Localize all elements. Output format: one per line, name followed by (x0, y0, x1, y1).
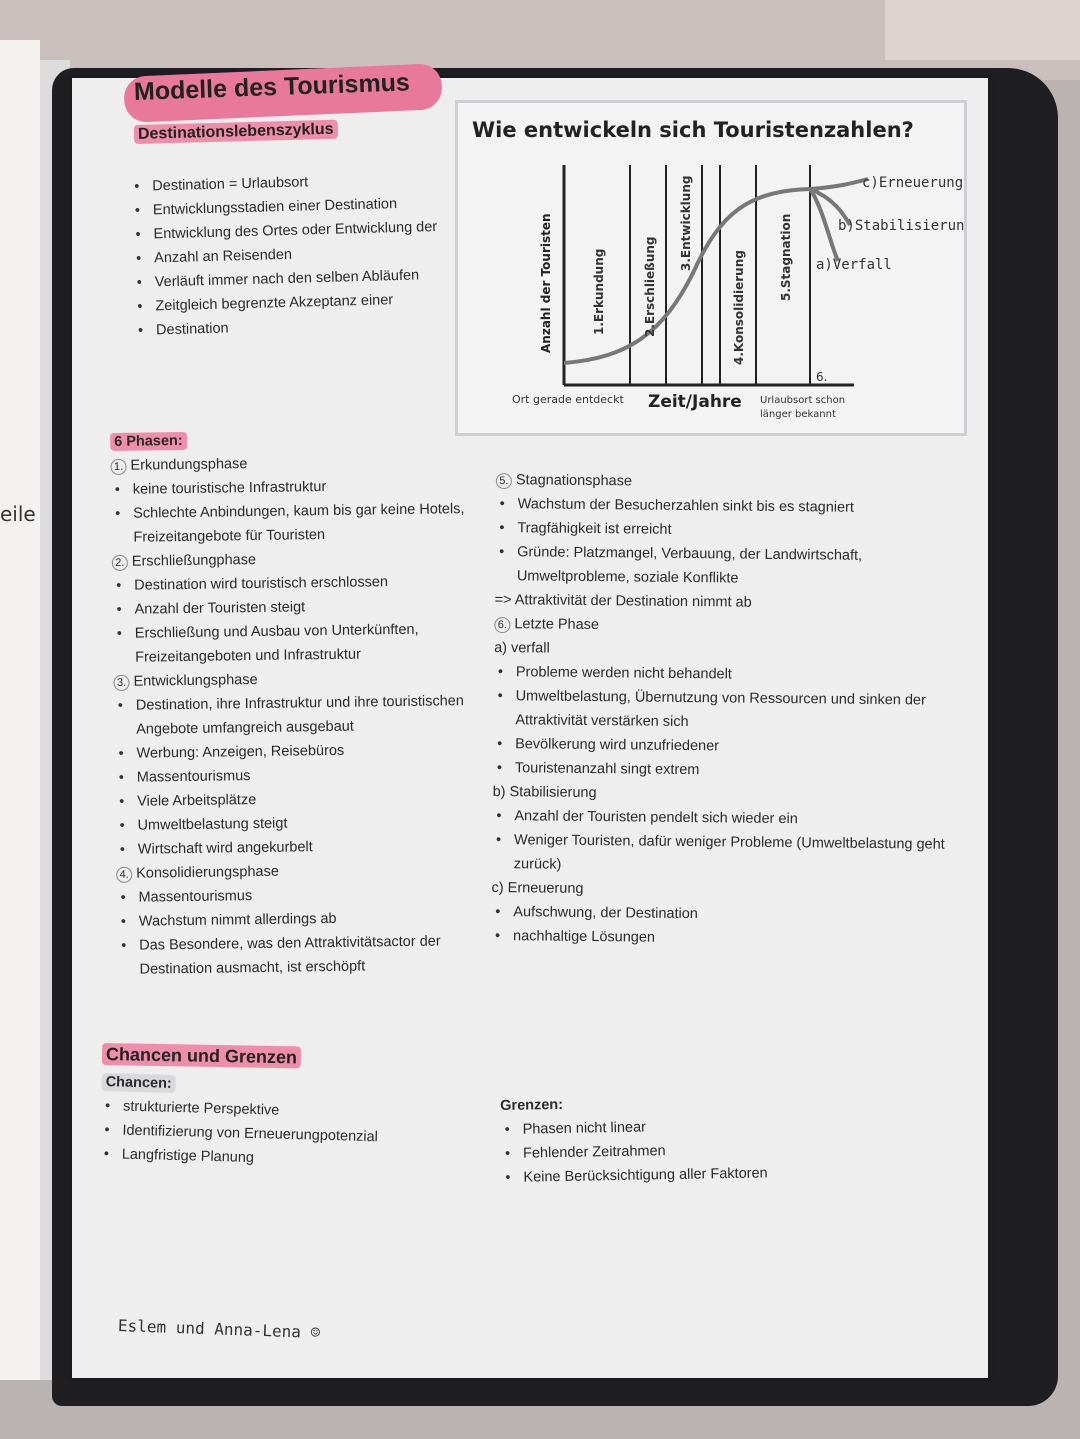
list-item: • Aufschwung, der Destination (491, 900, 961, 929)
list-item: • Werbung: Anzeigen, Reisebüros (114, 736, 514, 766)
list-item: • Destination wird touristisch erschlossen (112, 568, 512, 598)
list-item: • Entwicklung des Ortes oder Entwicklung der (131, 215, 452, 247)
section-heading-chances: Chancen und Grenzen (102, 1044, 301, 1068)
phase-label: 6. (816, 370, 828, 384)
list-item: • Erschließung und Ausbau von Unterkünften, (113, 616, 513, 646)
phase-label: 5.Stagnation (779, 213, 793, 301)
list-item: • Identifizierung von Erneuerungpotenzial (100, 1118, 441, 1151)
section-heading-phases: 6 Phasen: (110, 424, 510, 454)
list-item: • strukturierte Perspektive (101, 1094, 442, 1127)
list-item: • Bevölkerung wird unzufriedener (493, 732, 963, 761)
list-item: • Phasen nicht linear (500, 1111, 880, 1142)
list-item: • Gründe: Platzmangel, Verbauung, der Landwirtschaft, (495, 540, 965, 569)
facing-page (0, 40, 40, 1380)
phase-label: 2.Erschließung (643, 236, 657, 337)
list-item: • Probleme werden nicht behandelt (494, 660, 964, 689)
list-item: • Touristenanzahl singt extrem (493, 756, 963, 785)
list-item-continued: Umweltprobleme, soziale Konflikte (516, 568, 739, 587)
list-item: • Tragfähigkeit ist erreicht (495, 516, 965, 545)
list-item: • Destination, ihre Infrastruktur und ihre touristischen (114, 688, 514, 718)
chances-column (99, 1070, 441, 1175)
phase-title: 1. Erkundungsphase (110, 448, 510, 478)
phase-label: 4.Konsolidierung (732, 250, 746, 365)
list-item: • Viele Arbeitsplätze (115, 784, 515, 814)
list-item: • Langfristige Planung (99, 1142, 440, 1175)
list-item: • Umweltbelastung, Übernutzung von Ressourcen und sinken der (493, 684, 963, 713)
list-item-continued: Freizeitangeboten und Infrastruktur (135, 646, 361, 666)
list-item: • Keine Berücksichtigung aller Faktoren (501, 1159, 881, 1190)
limits-column (500, 1087, 882, 1190)
branch-renewal (810, 179, 868, 189)
branch-label-stabilization: b)Stabilisierung (838, 218, 964, 234)
background-card (885, 0, 1080, 60)
list-item: • Schlechte Anbindungen, kaum bis gar keine Hotels, (111, 496, 511, 526)
list-item: • Destination = Urlaubsort (130, 167, 451, 199)
list-item: • Wirtschaft wird angekurbelt (116, 832, 516, 862)
list-item: • Weniger Touristen, dafür weniger Probleme (Umweltbelastung geht (492, 828, 962, 857)
list-item: • keine touristische Infrastruktur (111, 472, 511, 502)
list-item: • Zeitgleich begrenzte Akzeptanz einer (133, 287, 454, 319)
phase-title: 4. Konsolidierungsphase (116, 856, 516, 886)
signature: Eslem und Anna-Lena ☺ (117, 1316, 321, 1343)
phase-label: 1.Erkundung (592, 248, 606, 335)
list-item-continued: Destination ausmacht, ist erschöpft (139, 958, 366, 978)
phase-title: 2. Erschließungphase (112, 544, 512, 574)
facing-page-text: eile (0, 502, 36, 526)
chances-label: Chancen: (101, 1070, 442, 1103)
list-item: • Anzahl der Touristen pendelt sich wieder ein (492, 804, 962, 833)
list-item: • nachhaltige Lösungen (491, 924, 961, 953)
lifecycle-diagram (455, 100, 967, 436)
branch-label-decline: a)Verfall (816, 257, 892, 273)
phase-title: 3. Entwicklungsphase (113, 664, 513, 694)
phase-title: 5. Stagnationsphase (496, 468, 966, 497)
y-axis-label: Anzahl der Touristen (539, 213, 553, 353)
sub-phase-label: c) Erneuerung (491, 879, 584, 897)
list-item-continued: Freizeitangebote für Touristen (133, 527, 326, 546)
phase-result: => Attraktivität der Destination nimmt ab (494, 591, 752, 611)
branch-decline (810, 189, 838, 261)
list-item: • Destination (134, 311, 455, 343)
document-page (72, 68, 988, 1378)
list-item-continued: Angebote umfangreich ausgebaut (136, 718, 354, 738)
branch-label-renewal: c)Erneuerung (862, 175, 964, 191)
diagram-title: Wie entwickeln sich Touristenzahlen? (472, 118, 914, 142)
list-item: • Umweltbelastung steigt (115, 808, 515, 838)
phases-left-column (110, 424, 518, 982)
list-item-continued: zurück) (513, 856, 562, 873)
x-right-note: Urlaubsort schon (760, 395, 846, 406)
list-item: • Anzahl der Touristen steigt (112, 592, 512, 622)
list-item: • Fehlender Zeitrahmen (501, 1135, 881, 1166)
x-axis-label: Zeit/Jahre (648, 392, 742, 412)
sub-phase-label: b) Stabilisierung (492, 783, 597, 802)
page-title: Modelle des Tourismus (133, 68, 411, 106)
lifecycle-bullets (130, 167, 454, 343)
list-item: • Massentourismus (115, 760, 515, 790)
section-heading-lifecycle: Destinationslebenszyklus (134, 121, 338, 144)
limits-label: Grenzen: (500, 1096, 564, 1114)
list-item: • Massentourismus (116, 880, 516, 910)
list-item: • Anzahl an Reisenden (132, 239, 453, 271)
phase-title: 6. Letzte Phase (494, 612, 964, 641)
list-item: • Wachstum der Besucherzahlen sinkt bis es stagniert (495, 492, 965, 521)
list-item-continued: Attraktivität verstärken sich (515, 712, 689, 731)
phase-label: 3.Entwicklung (679, 175, 693, 271)
x-left-note: Ort gerade entdeckt (512, 393, 624, 406)
lifecycle-diagram-svg (458, 103, 964, 433)
sub-phase-label: a) verfall (494, 639, 550, 657)
x-right-note: länger bekannt (760, 409, 836, 420)
list-item: • Wachstum nimmt allerdings ab (117, 904, 517, 934)
phases-right-column (491, 468, 966, 953)
list-item: • Verläuft immer nach den selben Abläufen (133, 263, 454, 295)
list-item: • Entwicklungsstadien einer Destination (131, 191, 452, 223)
list-item: • Das Besondere, was den Attraktivitätsactor der (117, 928, 517, 958)
